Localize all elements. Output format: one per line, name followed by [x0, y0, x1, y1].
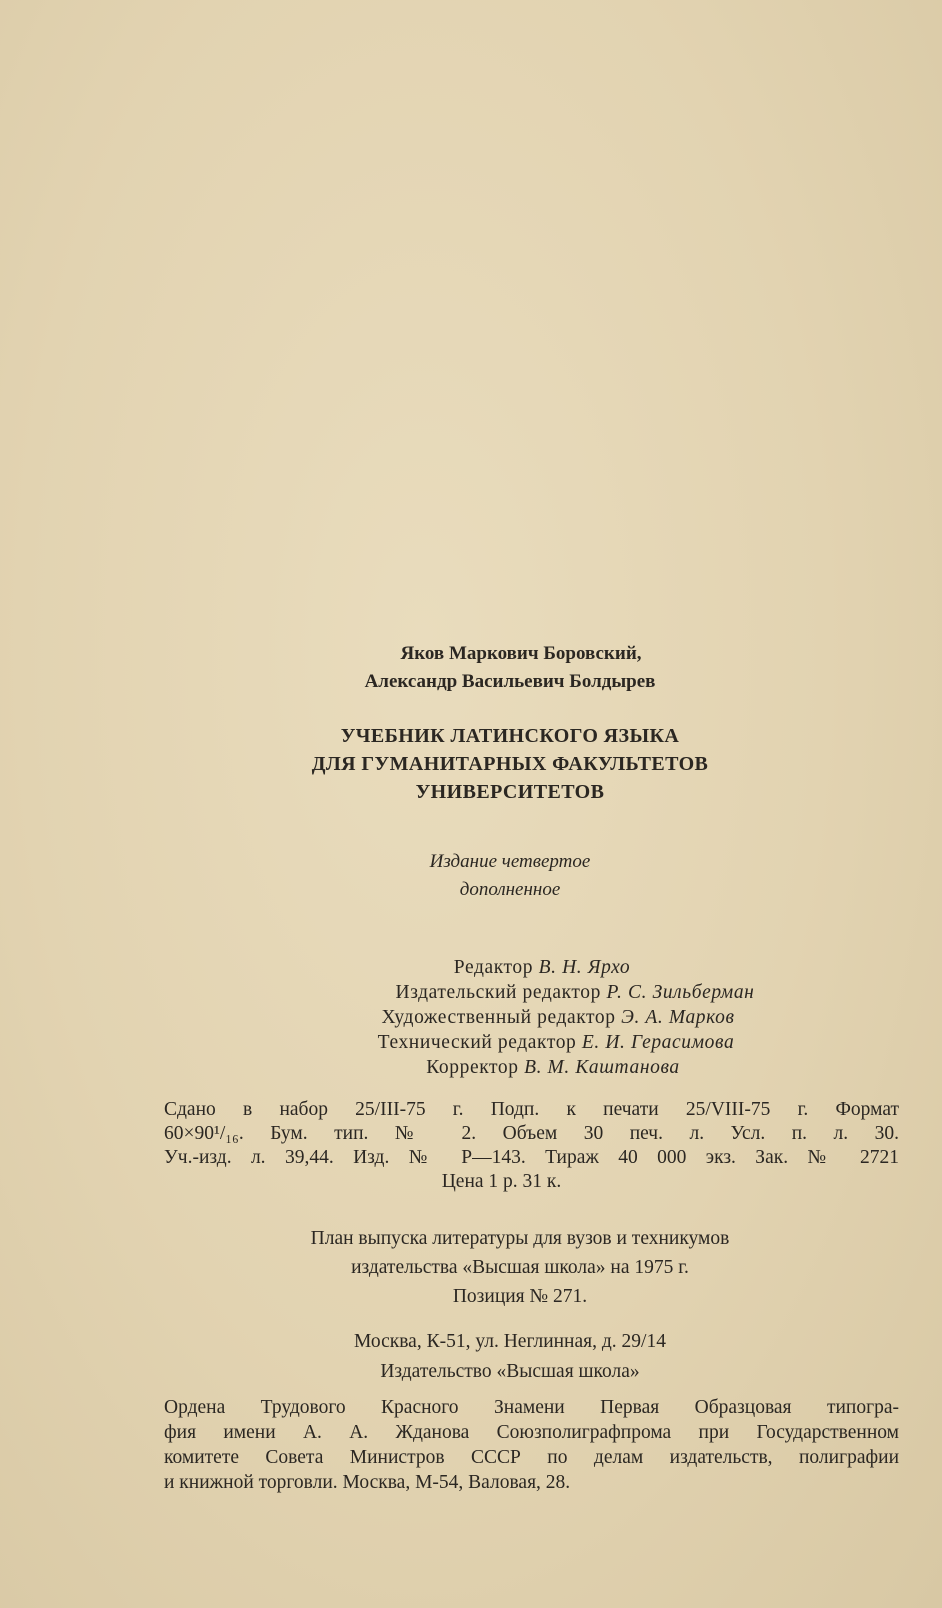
staff-role: Редактор: [453, 957, 534, 978]
staff-role: Издательский редактор: [395, 982, 602, 1003]
staff-row: [280, 955, 800, 980]
printer-line: Ордена Трудового Красного Знамени Первая Образцовая типогра-: [164, 1397, 899, 1418]
address-line: Издательство «Высшая школа»: [380, 1361, 640, 1382]
author-1: Яков Маркович Боровский,: [400, 643, 642, 664]
imprint-line: Уч.-изд. л. 39,44. Изд. № Р—143. Тираж 40 000 экз. Зак. № 2721: [164, 1147, 899, 1168]
staff-name: Р. С. Зильберман: [606, 982, 755, 1003]
staff-row: [280, 980, 800, 1005]
edition-line: Издание четвертое: [429, 851, 591, 872]
author-2: Александр Васильевич Болдырев: [364, 671, 656, 692]
address-line: Москва, К-51, ул. Неглинная, д. 29/14: [354, 1331, 666, 1352]
authors: [250, 640, 770, 696]
staff-name: В. Н. Ярхо: [538, 957, 631, 978]
plan-line: издательства «Высшая школа» на 1975 г.: [351, 1257, 689, 1278]
staff-role: Художественный редактор: [381, 1007, 616, 1028]
staff-name: Э. А. Марков: [621, 1007, 735, 1028]
staff-name: В. М. Каштанова: [524, 1057, 680, 1078]
edition-line: дополненное: [459, 879, 561, 900]
publisher-address: [250, 1327, 770, 1387]
imprint-line: Сдано в набор 25/III-75 г. Подп. к печати 25/VIII-75 г. Формат: [164, 1099, 899, 1120]
title-line: УЧЕБНИК ЛАТИНСКОГО ЯЗЫКА: [340, 725, 680, 747]
staff-role: Корректор: [426, 1057, 519, 1078]
edition-note: [380, 848, 640, 904]
staff-row: [280, 1055, 800, 1080]
staff-name: Е. И. Герасимова: [581, 1032, 735, 1053]
editorial-staff: [280, 955, 800, 1080]
price-line: Цена 1 р. 31 к.: [441, 1171, 562, 1192]
title-line: ДЛЯ ГУМАНИТАРНЫХ ФАКУЛЬТЕТОВ: [311, 753, 709, 775]
plan-line: План выпуска литературы для вузов и техникумов: [310, 1228, 730, 1249]
publishing-plan: [200, 1224, 840, 1311]
printing-house: [164, 1395, 899, 1495]
staff-row: [280, 1005, 800, 1030]
printer-line: фия имени А. А. Жданова Союзполиграфпрома при Государственном: [164, 1422, 899, 1443]
staff-row: [280, 1030, 800, 1055]
print-imprint: [164, 1098, 899, 1194]
plan-line: Позиция № 271.: [452, 1286, 588, 1307]
imprint-line: 60×90¹/₁₆. Бум. тип. № 2. Объем 30 печ. л. Усл. п. л. 30.: [164, 1123, 899, 1144]
title-line: УНИВЕРСИТЕТОВ: [415, 781, 605, 803]
printer-line: комитете Совета Министров СССР по делам издательств, полиграфии: [164, 1447, 899, 1468]
staff-role: Технический редактор: [377, 1032, 577, 1053]
printer-line: и книжной торговли. Москва, М-54, Валовая, 28.: [164, 1472, 571, 1493]
book-title: [230, 722, 790, 806]
